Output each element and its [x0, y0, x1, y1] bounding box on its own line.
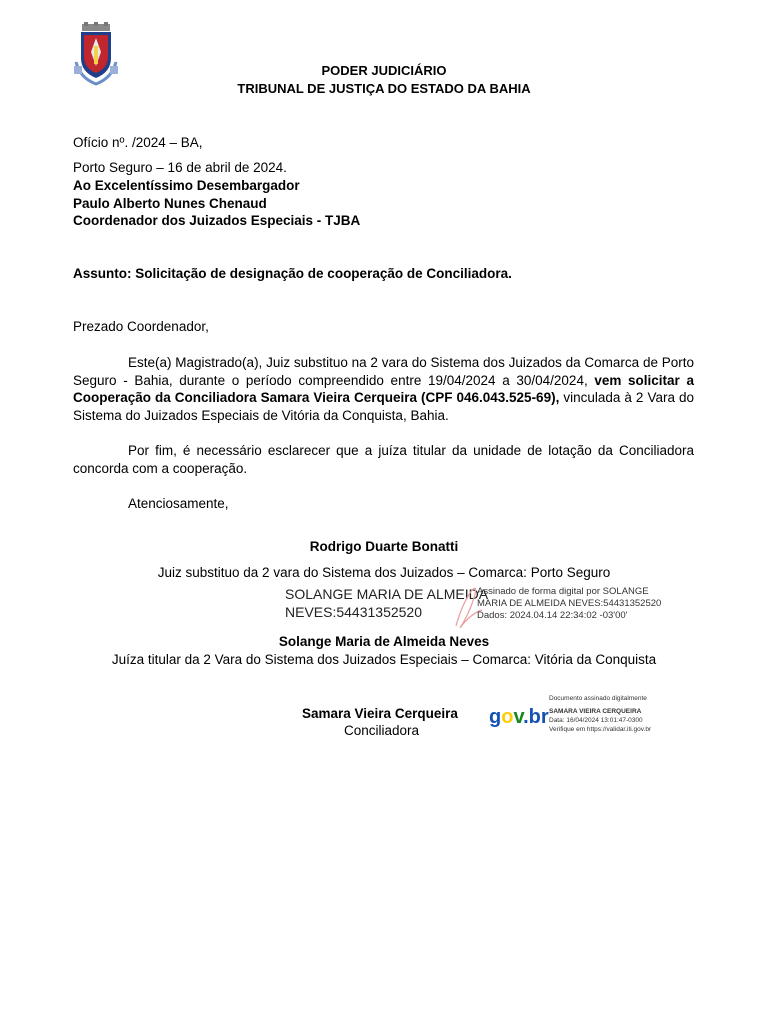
paragraph-request-start: Este(a) Magistrado(a), Juiz substituo na 2 vara do Sistema dos Juizados da Comarca de Porto Seguro - Bahia, durante o período compreendido entre 19/04/2024 a 30/04/2024,: [73, 355, 694, 388]
titular-role: Juíza titular da 2 Vara do Sistema dos Juizados Especiais – Comarca: Vitória da Conquista: [111, 652, 657, 667]
digital-signature-detail-line-2: MARIA DE ALMEIDA NEVES:54431352520: [477, 598, 662, 609]
header-line-1: PODER JUDICIÁRIO: [321, 63, 447, 78]
titular-name: Solange Maria de Almeida Neves: [278, 634, 490, 649]
conciliator-role: Conciliadora: [344, 723, 420, 738]
recipient-line-3: Coordenador dos Juizados Especiais - TJBA: [73, 213, 361, 228]
digital-signature-name-line-1: SOLANGE MARIA DE ALMEIDA: [285, 586, 489, 602]
govbr-detail-line-2: SAMARA VIEIRA CERQUEIRA: [549, 708, 642, 715]
govbr-detail-line-3: Data: 16/04/2024 13:01:47-0300: [549, 717, 643, 724]
date-line: Porto Seguro – 16 de abril de 2024.: [73, 160, 287, 175]
digital-signature-detail-line-3: Dados: 2024.04.14 22:34:02 -03'00': [477, 610, 628, 621]
govbr-signature-details: [549, 694, 651, 734]
govbr-detail-line-1: Documento assinado digitalmente: [549, 695, 647, 702]
govbr-logo: [488, 704, 549, 730]
digital-signature-detail-line-1: Assinado de forma digital por SOLANGE: [477, 586, 649, 597]
judge-name: Rodrigo Duarte Bonatti: [309, 539, 459, 554]
recipient-line-2: Paulo Alberto Nunes Chenaud: [73, 196, 267, 211]
closing: Atenciosamente,: [128, 496, 229, 511]
govbr-detail-line-4: Verifique em https://validar.iti.gov.br: [549, 726, 652, 733]
judge-role: Juiz substituo da 2 vara do Sistema dos Juizados – Comarca: Porto Seguro: [157, 565, 611, 580]
paragraph-request: [73, 354, 694, 424]
subject-line: Assunto: Solicitação de designação de cooperação de Conciliadora.: [73, 266, 512, 281]
paragraph-agreement: Por fim, é necessário esclarecer que a juíza titular da unidade de lotação da Conciliadora concorda com a cooperação.: [73, 443, 694, 476]
digital-signature-name-line-2: NEVES:54431352520: [285, 604, 422, 620]
salutation: Prezado Coordenador,: [73, 319, 209, 334]
paragraph-request-bold: vem solicitar a Cooperação da Conciliadora Samara Vieira Cerqueira (CPF 046.043.525-69),: [73, 372, 694, 405]
conciliator-name: Samara Vieira Cerqueira: [302, 706, 458, 721]
recipient-line-1: Ao Excelentíssimo Desembargador: [73, 178, 300, 193]
oficio-number: Ofício nº. /2024 – BA,: [73, 135, 203, 150]
header-line-2: TRIBUNAL DE JUSTIÇA DO ESTADO DA BAHIA: [237, 81, 531, 96]
digital-signature-details: [477, 586, 661, 622]
govbr-logo-text: gov.br: [489, 706, 549, 728]
paragraph-request-end: vinculada à 2 Vara do Sistema do Juizados Especiais de Vitória da Conquista, Bahia.: [73, 390, 694, 423]
